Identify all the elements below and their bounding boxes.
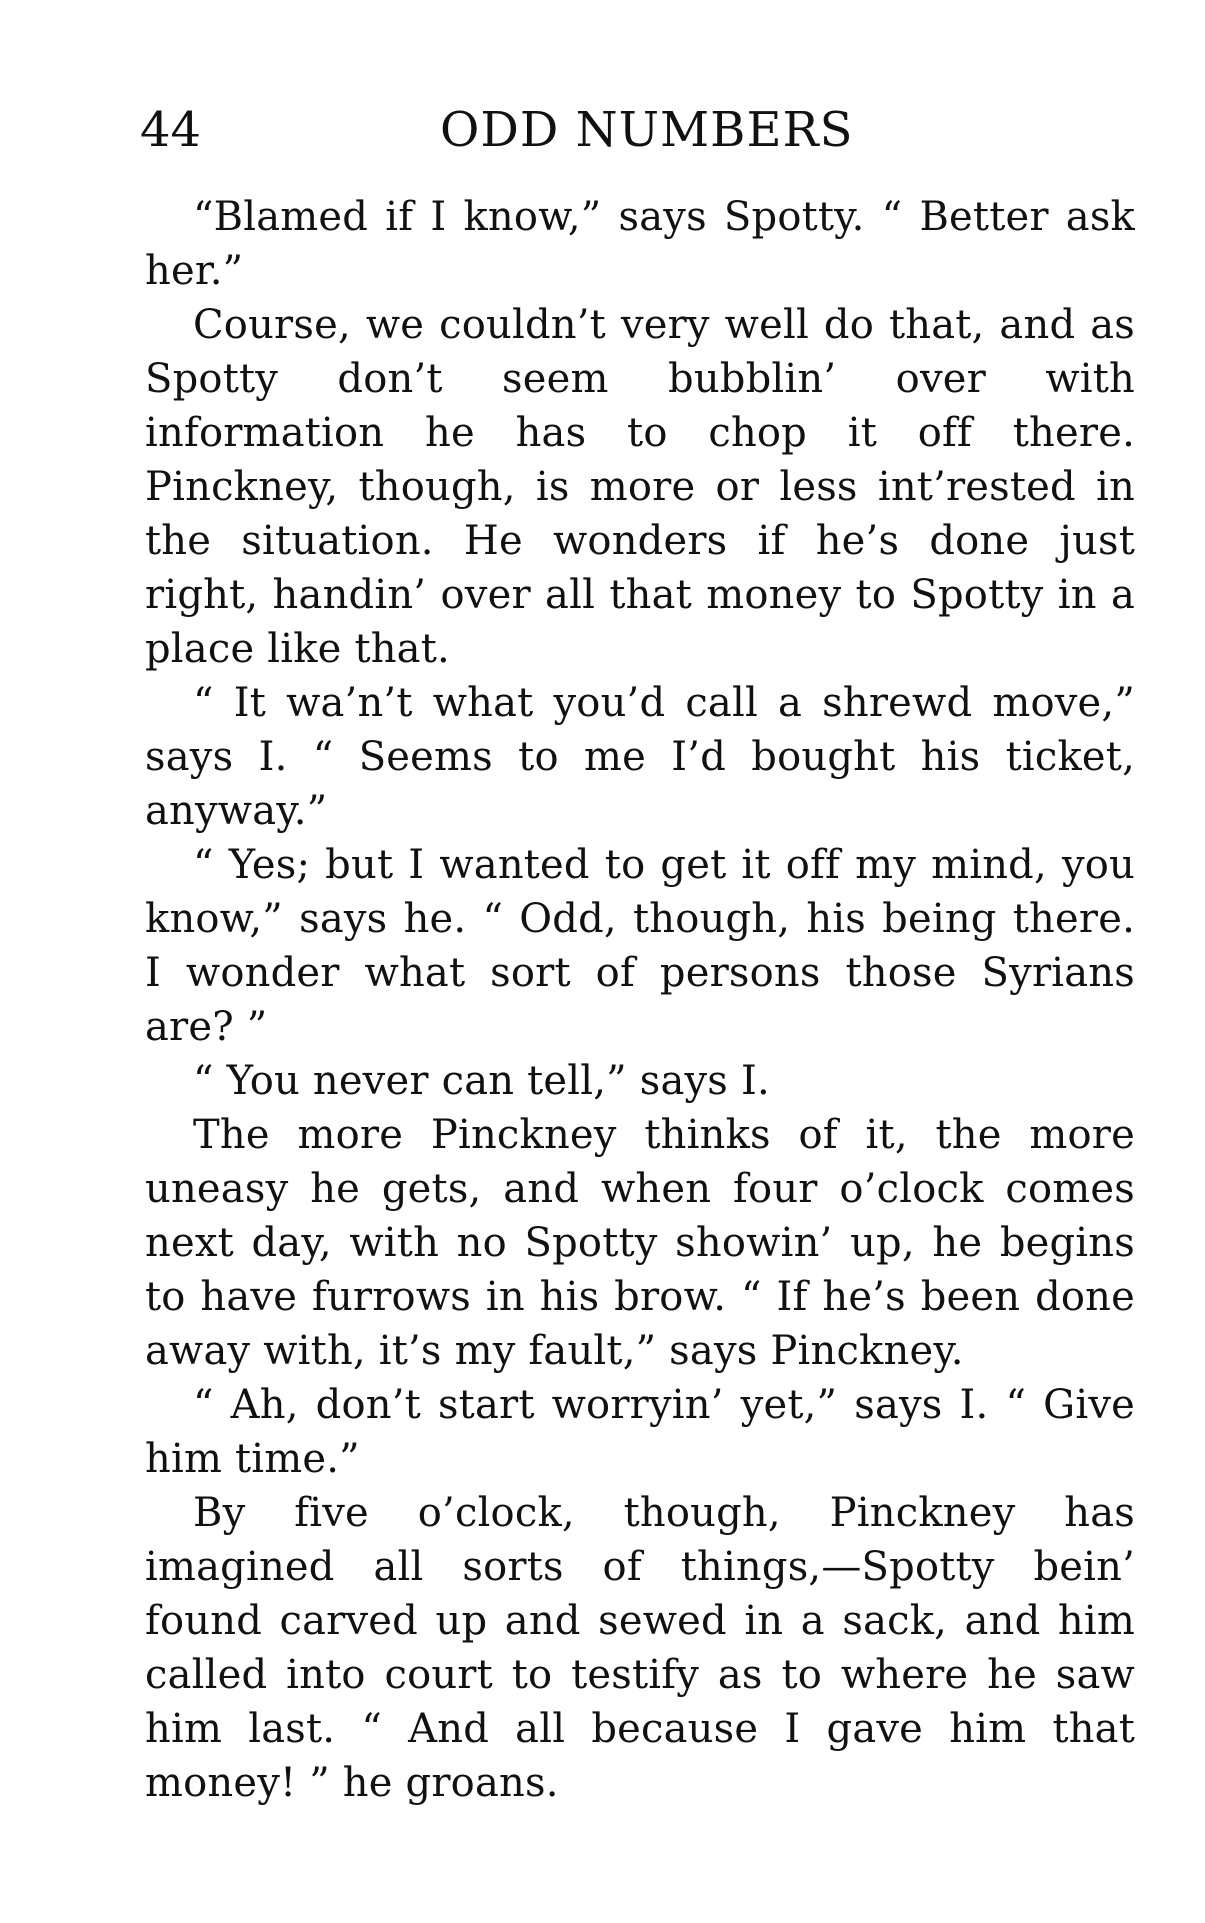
paragraph: “ Ah, don’t start worryin’ yet,” says I. “ Give him time.”	[145, 1382, 1135, 1482]
paragraph: “ It wa’n’t what you’d call a shrewd move,” says I. “ Seems to me I’d bought his ticket, anyway.”	[145, 680, 1135, 834]
paragraph: Course, we couldn’t very well do that, and as Spotty don’t seem bubblin’ over with information he has to chop it off there. Pinckney, though, is more or less int’rested in the situation. He wonders if he’s done just right, handin’ over all that money to Spotty in a place like that.	[145, 302, 1135, 672]
page-number: 44	[140, 102, 202, 158]
paragraph: “ Yes; but I wanted to get it off my mind, you know,” says he. “ Odd, though, his being there. I wonder what sort of persons those Syrians are? ”	[145, 842, 1135, 1050]
paragraph: By five o’clock, though, Pinckney has imagined all sorts of things,—Spotty bein’ found carved up and sewed in a sack, and him called into court to testify as to where he saw him last. “ And all because I gave him that money! ” he groans.	[145, 1490, 1135, 1806]
paragraph: The more Pinckney thinks of it, the more uneasy he gets, and when four o’clock comes next day, with no Spotty showin’ up, he begins to have furrows in his brow. “ If he’s been done away with, it’s my fault,” says Pinckney.	[145, 1112, 1135, 1374]
page-body	[145, 190, 1135, 1810]
paragraph: “ You never can tell,” says I.	[193, 1058, 770, 1104]
paragraph: “Blamed if I know,” says Spotty. “ Better ask her.”	[145, 194, 1135, 294]
page-header	[140, 100, 1130, 170]
running-title: ODD NUMBERS	[440, 102, 854, 158]
